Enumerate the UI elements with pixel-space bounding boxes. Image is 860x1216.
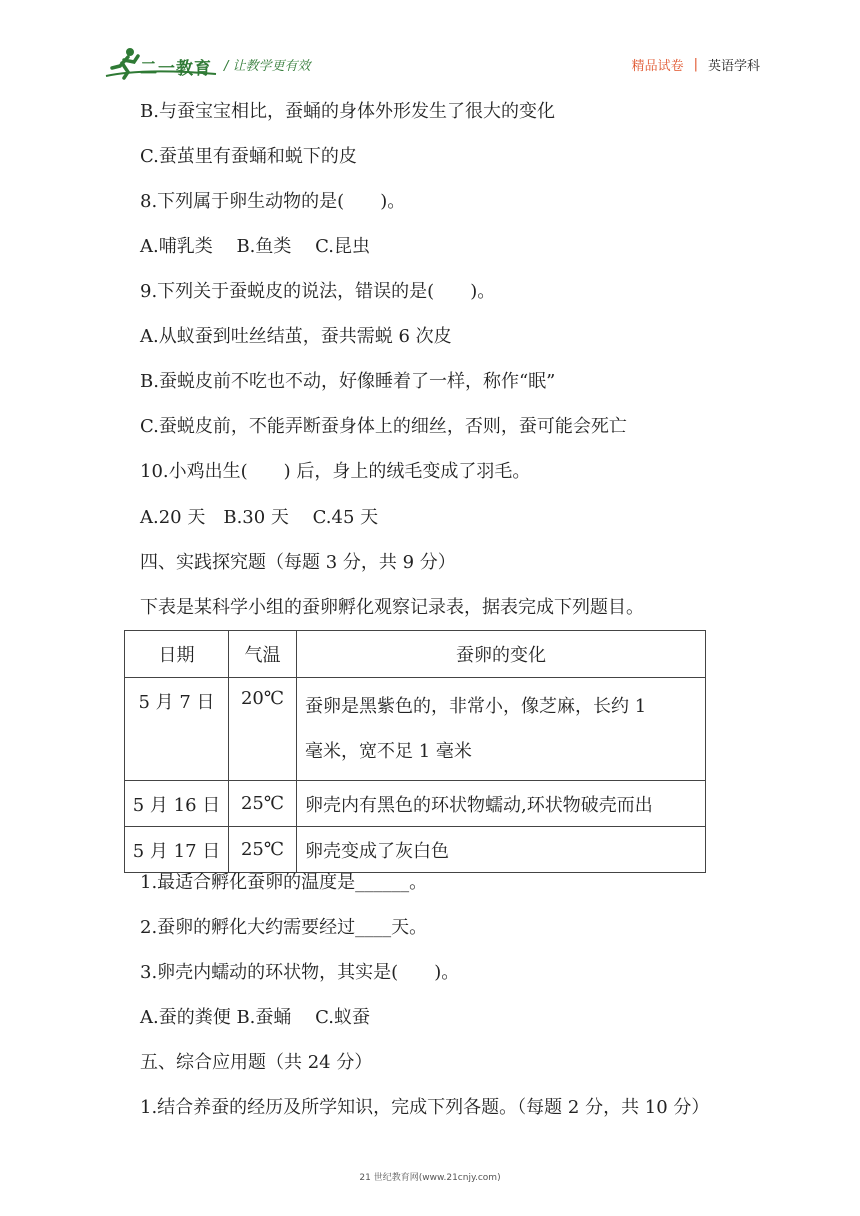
subject-tag: 英语学科 <box>707 59 760 74</box>
option-line: C.蚕茧里有蚕蛹和蜕下的皮 <box>140 146 357 167</box>
question-line: 9.下列关于蚕蜕皮的说法，错误的是( )。 <box>140 281 496 302</box>
cell-change-line: 毫米，宽不足 1 毫米 <box>305 741 472 762</box>
header-date: 日期 <box>125 631 229 678</box>
cell-change: 卵壳变成了灰白色 <box>297 827 706 873</box>
cell-temp: 20℃ <box>229 678 297 781</box>
premium-tag: 精品试卷 <box>631 59 684 74</box>
table-row <box>125 678 706 781</box>
header-change: 蚕卵的变化 <box>297 631 706 678</box>
question-line: 1.结合养蚕的经历及所学知识，完成下列各题。（每题 2 分，共 10 分） <box>140 1097 710 1118</box>
table-header-row <box>125 631 706 678</box>
question-line: 8.下列属于卵生动物的是( )。 <box>140 191 406 212</box>
table-row <box>125 827 706 873</box>
observation-table <box>124 630 706 873</box>
cell-date: 5 月 7 日 <box>125 678 229 781</box>
header-separator: | <box>693 57 698 72</box>
option-line: B.与蚕宝宝相比，蚕蛹的身体外形发生了很大的变化 <box>140 101 555 122</box>
cell-date: 5 月 17 日 <box>125 827 229 873</box>
option-line: C.蚕蜕皮前，不能弄断蚕身体上的细丝，否则，蚕可能会死亡 <box>140 416 627 437</box>
cell-change-line: 蚕卵是黑紫色的，非常小，像芝麻，长约 1 <box>305 696 647 717</box>
cell-change <box>297 678 706 781</box>
option-line: A.蚕的粪便 B.蚕蛹 C.蚁蚕 <box>140 1007 370 1028</box>
section-heading: 四、实践探究题（每题 3 分，共 9 分） <box>140 552 456 573</box>
header-tags <box>632 55 760 74</box>
question-line: 2.蚕卵的孵化大约需要经过____天。 <box>140 917 428 938</box>
question-line: 3.卵壳内蠕动的环状物，其实是( )。 <box>140 962 460 983</box>
brand-slogan: / 让教学更有效 <box>224 59 311 74</box>
option-line: A.哺乳类 B.鱼类 C.昆虫 <box>140 236 370 257</box>
section-heading: 五、综合应用题（共 24 分） <box>140 1052 373 1073</box>
option-line: A.20 天 B.30 天 C.45 天 <box>140 507 379 528</box>
brand-name: 二一教育 <box>140 59 212 79</box>
cell-date: 5 月 16 日 <box>125 781 229 827</box>
page-header <box>0 0 860 92</box>
table-row <box>125 781 706 827</box>
cell-change: 卵壳内有黑色的环状物蠕动,环状物破壳而出 <box>297 781 706 827</box>
page-footer: 21 世纪教育网(www.21cnjy.com) <box>359 1173 501 1183</box>
option-line: B.蚕蜕皮前不吃也不动，好像睡着了一样，称作“眠” <box>140 371 556 392</box>
question-line: 10.小鸡出生( ) 后，身上的绒毛变成了羽毛。 <box>140 461 531 482</box>
question-line: 1.最适合孵化蚕卵的温度是______。 <box>140 872 428 893</box>
cell-temp: 25℃ <box>229 827 297 873</box>
option-line: A.从蚁蚕到吐丝结茧，蚕共需蜕 6 次皮 <box>140 326 452 347</box>
header-temp: 气温 <box>229 631 297 678</box>
table-intro: 下表是某科学小组的蚕卵孵化观察记录表，据表完成下列题目。 <box>140 597 644 618</box>
cell-temp: 25℃ <box>229 781 297 827</box>
